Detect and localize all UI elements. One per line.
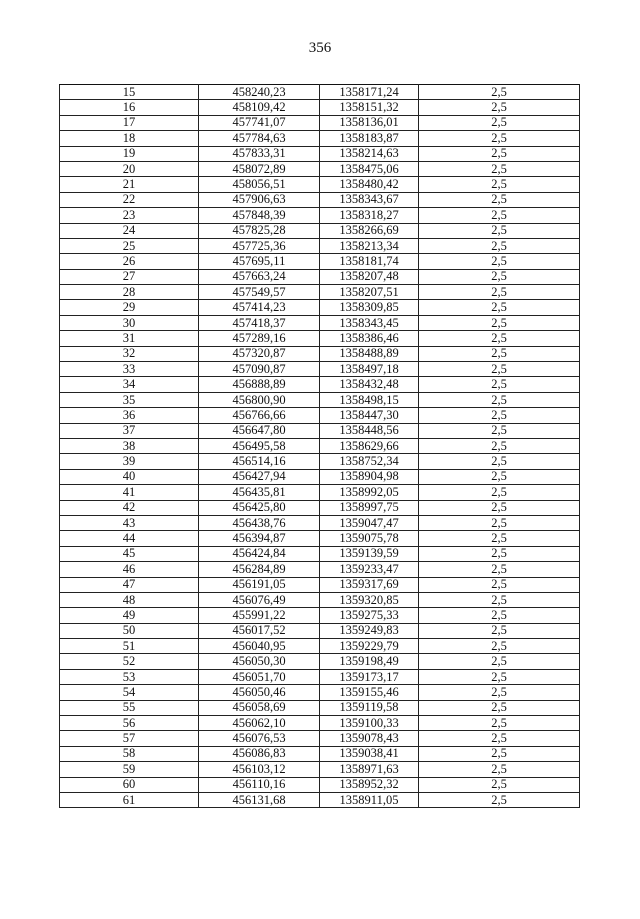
point-number-cell: 33: [60, 362, 199, 377]
accuracy-cell: 2,5: [419, 423, 580, 438]
accuracy-cell: 2,5: [419, 608, 580, 623]
x-coordinate-cell: 457741,07: [199, 115, 320, 130]
table-row: [60, 623, 580, 638]
accuracy-cell: 2,5: [419, 346, 580, 361]
table-row: [60, 469, 580, 484]
table-row: [60, 792, 580, 807]
x-coordinate-cell: 457906,63: [199, 192, 320, 207]
point-number-cell: 61: [60, 792, 199, 807]
point-number-cell: 53: [60, 669, 199, 684]
point-number-cell: 48: [60, 592, 199, 607]
accuracy-cell: 2,5: [419, 300, 580, 315]
accuracy-cell: 2,5: [419, 161, 580, 176]
x-coordinate-cell: 456394,87: [199, 531, 320, 546]
y-coordinate-cell: 1359233,47: [320, 562, 419, 577]
table-row: [60, 115, 580, 130]
table-row: [60, 315, 580, 330]
y-coordinate-cell: 1358475,06: [320, 161, 419, 176]
x-coordinate-cell: 456425,80: [199, 500, 320, 515]
x-coordinate-cell: 456062,10: [199, 716, 320, 731]
point-number-cell: 41: [60, 485, 199, 500]
table-row: [60, 408, 580, 423]
accuracy-cell: 2,5: [419, 562, 580, 577]
x-coordinate-cell: 457833,31: [199, 146, 320, 161]
point-number-cell: 59: [60, 762, 199, 777]
x-coordinate-cell: 456086,83: [199, 746, 320, 761]
point-number-cell: 51: [60, 639, 199, 654]
accuracy-cell: 2,5: [419, 700, 580, 715]
y-coordinate-cell: 1358386,46: [320, 331, 419, 346]
y-coordinate-cell: 1359139,59: [320, 546, 419, 561]
x-coordinate-cell: 456800,90: [199, 392, 320, 407]
y-coordinate-cell: 1358207,48: [320, 269, 419, 284]
table-row: [60, 777, 580, 792]
x-coordinate-cell: 457848,39: [199, 208, 320, 223]
accuracy-cell: 2,5: [419, 115, 580, 130]
y-coordinate-cell: 1358151,32: [320, 100, 419, 115]
table-row: [60, 608, 580, 623]
x-coordinate-cell: 457090,87: [199, 362, 320, 377]
point-number-cell: 43: [60, 515, 199, 530]
x-coordinate-cell: 456017,52: [199, 623, 320, 638]
point-number-cell: 42: [60, 500, 199, 515]
x-coordinate-cell: 456766,66: [199, 408, 320, 423]
y-coordinate-cell: 1358498,15: [320, 392, 419, 407]
x-coordinate-cell: 456058,69: [199, 700, 320, 715]
y-coordinate-cell: 1358183,87: [320, 131, 419, 146]
accuracy-cell: 2,5: [419, 192, 580, 207]
y-coordinate-cell: 1358488,89: [320, 346, 419, 361]
table-row: [60, 762, 580, 777]
y-coordinate-cell: 1359317,69: [320, 577, 419, 592]
point-number-cell: 57: [60, 731, 199, 746]
x-coordinate-cell: 456435,81: [199, 485, 320, 500]
accuracy-cell: 2,5: [419, 223, 580, 238]
x-coordinate-cell: 456284,89: [199, 562, 320, 577]
accuracy-cell: 2,5: [419, 408, 580, 423]
table-row: [60, 423, 580, 438]
table-row: [60, 331, 580, 346]
point-number-cell: 25: [60, 238, 199, 253]
accuracy-cell: 2,5: [419, 454, 580, 469]
accuracy-cell: 2,5: [419, 485, 580, 500]
accuracy-cell: 2,5: [419, 392, 580, 407]
y-coordinate-cell: 1358952,32: [320, 777, 419, 792]
point-number-cell: 54: [60, 685, 199, 700]
accuracy-cell: 2,5: [419, 546, 580, 561]
x-coordinate-cell: 457663,24: [199, 269, 320, 284]
y-coordinate-cell: 1358752,34: [320, 454, 419, 469]
x-coordinate-cell: 457289,16: [199, 331, 320, 346]
table-row: [60, 485, 580, 500]
y-coordinate-cell: 1358911,05: [320, 792, 419, 807]
point-number-cell: 16: [60, 100, 199, 115]
y-coordinate-cell: 1358214,63: [320, 146, 419, 161]
x-coordinate-cell: 456191,05: [199, 577, 320, 592]
accuracy-cell: 2,5: [419, 500, 580, 515]
y-coordinate-cell: 1359047,47: [320, 515, 419, 530]
accuracy-cell: 2,5: [419, 746, 580, 761]
accuracy-cell: 2,5: [419, 254, 580, 269]
accuracy-cell: 2,5: [419, 100, 580, 115]
table-row: [60, 685, 580, 700]
y-coordinate-cell: 1358997,75: [320, 500, 419, 515]
table-row: [60, 346, 580, 361]
x-coordinate-cell: 457418,37: [199, 315, 320, 330]
x-coordinate-cell: 456076,53: [199, 731, 320, 746]
x-coordinate-cell: 458109,42: [199, 100, 320, 115]
table-row: [60, 454, 580, 469]
table-row: [60, 85, 580, 100]
table-row: [60, 639, 580, 654]
x-coordinate-cell: 457825,28: [199, 223, 320, 238]
table-row: [60, 377, 580, 392]
table-row: [60, 531, 580, 546]
x-coordinate-cell: 456495,58: [199, 438, 320, 453]
x-coordinate-cell: 456647,80: [199, 423, 320, 438]
table-row: [60, 161, 580, 176]
table-row: [60, 285, 580, 300]
table-row: [60, 562, 580, 577]
point-number-cell: 60: [60, 777, 199, 792]
y-coordinate-cell: 1358318,27: [320, 208, 419, 223]
table-row: [60, 500, 580, 515]
y-coordinate-cell: 1358432,48: [320, 377, 419, 392]
y-coordinate-cell: 1358136,01: [320, 115, 419, 130]
table-row: [60, 269, 580, 284]
point-number-cell: 32: [60, 346, 199, 361]
y-coordinate-cell: 1359155,46: [320, 685, 419, 700]
y-coordinate-cell: 1358447,30: [320, 408, 419, 423]
accuracy-cell: 2,5: [419, 685, 580, 700]
y-coordinate-cell: 1359078,43: [320, 731, 419, 746]
accuracy-cell: 2,5: [419, 515, 580, 530]
point-number-cell: 45: [60, 546, 199, 561]
point-number-cell: 31: [60, 331, 199, 346]
point-number-cell: 22: [60, 192, 199, 207]
point-number-cell: 18: [60, 131, 199, 146]
coordinates-table: [59, 84, 580, 808]
table-row: [60, 577, 580, 592]
point-number-cell: 21: [60, 177, 199, 192]
point-number-cell: 50: [60, 623, 199, 638]
table-row: [60, 546, 580, 561]
point-number-cell: 26: [60, 254, 199, 269]
y-coordinate-cell: 1359038,41: [320, 746, 419, 761]
y-coordinate-cell: 1358213,34: [320, 238, 419, 253]
x-coordinate-cell: 455991,22: [199, 608, 320, 623]
point-number-cell: 19: [60, 146, 199, 161]
y-coordinate-cell: 1358343,67: [320, 192, 419, 207]
y-coordinate-cell: 1359173,17: [320, 669, 419, 684]
accuracy-cell: 2,5: [419, 716, 580, 731]
accuracy-cell: 2,5: [419, 792, 580, 807]
point-number-cell: 46: [60, 562, 199, 577]
point-number-cell: 40: [60, 469, 199, 484]
x-coordinate-cell: 457695,11: [199, 254, 320, 269]
x-coordinate-cell: 457414,23: [199, 300, 320, 315]
table-row: [60, 362, 580, 377]
x-coordinate-cell: 456438,76: [199, 515, 320, 530]
x-coordinate-cell: 458072,89: [199, 161, 320, 176]
accuracy-cell: 2,5: [419, 269, 580, 284]
accuracy-cell: 2,5: [419, 531, 580, 546]
y-coordinate-cell: 1359119,58: [320, 700, 419, 715]
table-row: [60, 515, 580, 530]
point-number-cell: 27: [60, 269, 199, 284]
accuracy-cell: 2,5: [419, 146, 580, 161]
accuracy-cell: 2,5: [419, 208, 580, 223]
y-coordinate-cell: 1358343,45: [320, 315, 419, 330]
point-number-cell: 49: [60, 608, 199, 623]
x-coordinate-cell: 456888,89: [199, 377, 320, 392]
y-coordinate-cell: 1359229,79: [320, 639, 419, 654]
point-number-cell: 28: [60, 285, 199, 300]
accuracy-cell: 2,5: [419, 362, 580, 377]
y-coordinate-cell: 1358971,63: [320, 762, 419, 777]
table-row: [60, 716, 580, 731]
point-number-cell: 58: [60, 746, 199, 761]
x-coordinate-cell: 457784,63: [199, 131, 320, 146]
table-row: [60, 731, 580, 746]
x-coordinate-cell: 456131,68: [199, 792, 320, 807]
accuracy-cell: 2,5: [419, 438, 580, 453]
accuracy-cell: 2,5: [419, 315, 580, 330]
point-number-cell: 36: [60, 408, 199, 423]
x-coordinate-cell: 458056,51: [199, 177, 320, 192]
y-coordinate-cell: 1359075,78: [320, 531, 419, 546]
x-coordinate-cell: 456514,16: [199, 454, 320, 469]
table-row: [60, 654, 580, 669]
accuracy-cell: 2,5: [419, 469, 580, 484]
table-row: [60, 392, 580, 407]
accuracy-cell: 2,5: [419, 85, 580, 100]
y-coordinate-cell: 1359198,49: [320, 654, 419, 669]
x-coordinate-cell: 457320,87: [199, 346, 320, 361]
accuracy-cell: 2,5: [419, 654, 580, 669]
accuracy-cell: 2,5: [419, 177, 580, 192]
table-row: [60, 131, 580, 146]
table-row: [60, 223, 580, 238]
accuracy-cell: 2,5: [419, 331, 580, 346]
accuracy-cell: 2,5: [419, 377, 580, 392]
point-number-cell: 38: [60, 438, 199, 453]
table-row: [60, 438, 580, 453]
y-coordinate-cell: 1359100,33: [320, 716, 419, 731]
accuracy-cell: 2,5: [419, 731, 580, 746]
accuracy-cell: 2,5: [419, 592, 580, 607]
point-number-cell: 39: [60, 454, 199, 469]
table-row: [60, 592, 580, 607]
y-coordinate-cell: 1358266,69: [320, 223, 419, 238]
y-coordinate-cell: 1358629,66: [320, 438, 419, 453]
point-number-cell: 55: [60, 700, 199, 715]
table-row: [60, 700, 580, 715]
y-coordinate-cell: 1358904,98: [320, 469, 419, 484]
accuracy-cell: 2,5: [419, 777, 580, 792]
table-row: [60, 100, 580, 115]
y-coordinate-cell: 1358497,18: [320, 362, 419, 377]
point-number-cell: 20: [60, 161, 199, 176]
y-coordinate-cell: 1359249,83: [320, 623, 419, 638]
accuracy-cell: 2,5: [419, 639, 580, 654]
x-coordinate-cell: 456427,94: [199, 469, 320, 484]
table-row: [60, 669, 580, 684]
coordinates-table-body: [60, 85, 580, 808]
y-coordinate-cell: 1359275,33: [320, 608, 419, 623]
point-number-cell: 37: [60, 423, 199, 438]
point-number-cell: 30: [60, 315, 199, 330]
y-coordinate-cell: 1358171,24: [320, 85, 419, 100]
accuracy-cell: 2,5: [419, 623, 580, 638]
x-coordinate-cell: 456051,70: [199, 669, 320, 684]
x-coordinate-cell: 456076,49: [199, 592, 320, 607]
point-number-cell: 23: [60, 208, 199, 223]
point-number-cell: 15: [60, 85, 199, 100]
table-row: [60, 192, 580, 207]
point-number-cell: 29: [60, 300, 199, 315]
table-row: [60, 746, 580, 761]
y-coordinate-cell: 1359320,85: [320, 592, 419, 607]
point-number-cell: 17: [60, 115, 199, 130]
x-coordinate-cell: 456050,46: [199, 685, 320, 700]
point-number-cell: 47: [60, 577, 199, 592]
point-number-cell: 34: [60, 377, 199, 392]
accuracy-cell: 2,5: [419, 577, 580, 592]
table-row: [60, 146, 580, 161]
accuracy-cell: 2,5: [419, 762, 580, 777]
x-coordinate-cell: 457725,36: [199, 238, 320, 253]
y-coordinate-cell: 1358207,51: [320, 285, 419, 300]
accuracy-cell: 2,5: [419, 669, 580, 684]
y-coordinate-cell: 1358309,85: [320, 300, 419, 315]
table-row: [60, 208, 580, 223]
page-number: 356: [308, 40, 332, 56]
y-coordinate-cell: 1358992,05: [320, 485, 419, 500]
point-number-cell: 35: [60, 392, 199, 407]
table-row: [60, 254, 580, 269]
y-coordinate-cell: 1358448,56: [320, 423, 419, 438]
table-row: [60, 238, 580, 253]
x-coordinate-cell: 457549,57: [199, 285, 320, 300]
x-coordinate-cell: 456110,16: [199, 777, 320, 792]
x-coordinate-cell: 456424,84: [199, 546, 320, 561]
x-coordinate-cell: 456040,95: [199, 639, 320, 654]
accuracy-cell: 2,5: [419, 285, 580, 300]
table-row: [60, 300, 580, 315]
accuracy-cell: 2,5: [419, 238, 580, 253]
x-coordinate-cell: 458240,23: [199, 85, 320, 100]
y-coordinate-cell: 1358181,74: [320, 254, 419, 269]
x-coordinate-cell: 456103,12: [199, 762, 320, 777]
table-row: [60, 177, 580, 192]
accuracy-cell: 2,5: [419, 131, 580, 146]
x-coordinate-cell: 456050,30: [199, 654, 320, 669]
point-number-cell: 52: [60, 654, 199, 669]
point-number-cell: 44: [60, 531, 199, 546]
y-coordinate-cell: 1358480,42: [320, 177, 419, 192]
point-number-cell: 24: [60, 223, 199, 238]
point-number-cell: 56: [60, 716, 199, 731]
